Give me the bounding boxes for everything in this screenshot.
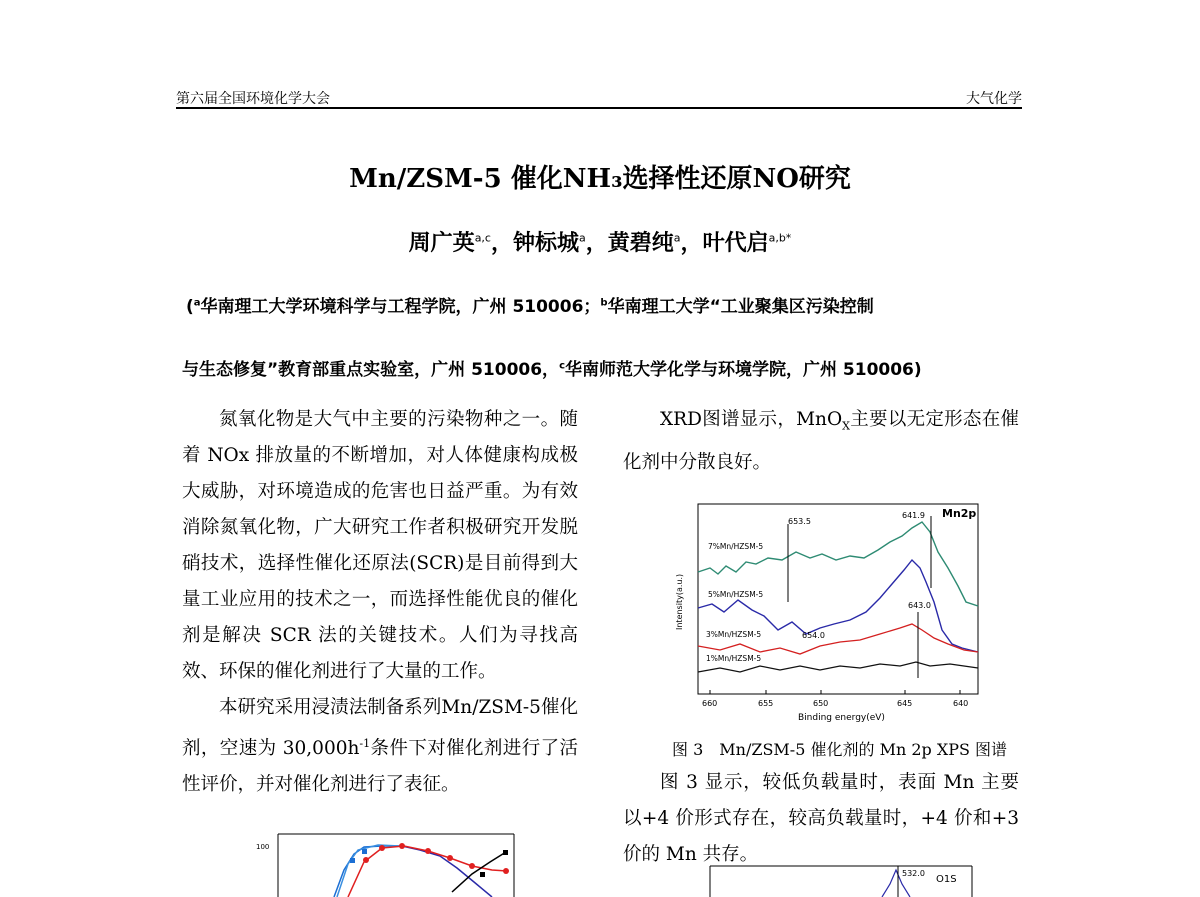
affiliation-line-1: ($^a$华南理工大学环境科学与工程学院，广州 510006；$^b$华南理工大学“工业聚集区污染控制 xyxy=(186,297,874,317)
header-rule xyxy=(176,107,1022,109)
xps-xtick: 640 xyxy=(953,699,969,708)
activity-marker xyxy=(469,863,475,869)
xps-ylabel: Intensity(a.u.) xyxy=(675,573,684,630)
activity-marker xyxy=(503,868,509,874)
xps-peak-label: 643.0 xyxy=(908,601,931,610)
right-column-bottom xyxy=(623,765,1019,873)
xps-series-label: 7%Mn/HZSM-5 xyxy=(708,542,764,551)
xps-series-label: 5%Mn/HZSM-5 xyxy=(708,590,764,599)
xps-corner-label: Mn2p xyxy=(942,507,977,520)
running-header-right: 大气化学 xyxy=(966,91,1022,107)
author-name: 黄碧纯 xyxy=(607,231,674,256)
intro-paragraph: 氮氧化物是大气中主要的污染物种之一。随着 NOx 排放量的不断增加，对人体健康构成极大威胁，对环境造成的危害也日益严重。为有效消除氮氧化物，广大研究工作者积极研究开发脱硝技术，选择性催化还原法(SCR)是目前得到大量工业应用的技术之一，而选择性能优良的催化剂是解决 SCR 法的关键技术。人们为寻找高效、环保的催化剂进行了大量的工作。 xyxy=(182,409,578,682)
activity-marker xyxy=(350,858,355,863)
xps-peak-label: 654.0 xyxy=(802,631,825,640)
left-column xyxy=(182,402,578,803)
author-sup: a,b* xyxy=(768,231,792,245)
xps-series-label: 3%Mn/HZSM-5 xyxy=(706,630,762,639)
author-name: 叶代启 xyxy=(702,231,769,256)
xps-xtick: 645 xyxy=(897,699,913,708)
activity-ytick: 100 xyxy=(256,843,270,851)
xps-series-3pct xyxy=(698,624,978,654)
xps-xtick: 650 xyxy=(813,699,829,708)
affiliation-line-2: 与生态修复”教育部重点实验室，广州 510006，$^c$华南师范大学化学与环境学院，广州 510006) xyxy=(182,360,922,380)
right-column-top xyxy=(623,402,1019,481)
xps-peak-label: 653.5 xyxy=(788,517,811,526)
activity-series-lightblue xyxy=(337,845,400,897)
activity-series-navy xyxy=(402,846,492,897)
xps-xtick: 655 xyxy=(758,699,774,708)
xps-mn2p-figure xyxy=(660,502,990,730)
xps-xlabel: Binding energy(eV) xyxy=(798,713,885,723)
author-list: 周广英$^{a,c}$，钟标城$^a$，黄碧纯$^a$，叶代启$^{a,b*}$ xyxy=(408,231,792,256)
method-paragraph: 本研究采用浸渍法制备系列Mn/ZSM-5催化剂，空速为 $30,000h^{-1}$条件下对催化剂进行了活性评价，并对催化剂进行了表征。 xyxy=(182,697,578,796)
author-name: 周广英 xyxy=(408,231,475,256)
activity-series-blue xyxy=(334,846,402,897)
activity-marker xyxy=(363,857,369,863)
o1s-corner-label: O1S xyxy=(936,874,957,885)
author-name: 钟标城 xyxy=(513,231,580,256)
xrd-paragraph: XRD图谱显示，MnO$_X$主要以无定形态在催化剂中分散良好。 xyxy=(623,409,1019,473)
activity-marker xyxy=(362,849,367,854)
o1s-peak-label: 532.0 xyxy=(902,869,925,878)
xps-series-label: 1%Mn/HZSM-5 xyxy=(706,654,762,663)
activity-marker xyxy=(379,845,385,851)
activity-marker xyxy=(447,855,453,861)
fig3-caption: 图 3 Mn/ZSM-5 催化剂的 Mn 2p XPS 图谱 xyxy=(672,740,1008,759)
activity-marker xyxy=(503,850,508,855)
author-sup: a xyxy=(579,231,586,245)
xps-paragraph: 图 3 显示，较低负载量时，表面 Mn 主要以+4 价形式存在，较高负载量时，+4 价和+3 价的 Mn 共存。 xyxy=(623,772,1019,865)
activity-marker xyxy=(425,848,431,854)
activity-marker xyxy=(480,872,485,877)
paper-title: Mn/ZSM-5 催化NH₃选择性还原NO研究 xyxy=(349,164,851,194)
activity-marker xyxy=(399,843,405,849)
running-header-left: 第六届全国环境化学大会 xyxy=(176,91,330,107)
author-sup: a,c xyxy=(474,231,491,245)
activity-figure xyxy=(252,832,522,897)
xps-o1s-figure xyxy=(706,862,976,897)
xps-series-1pct xyxy=(698,662,978,672)
xps-xtick: 660 xyxy=(702,699,718,708)
xps-peak-label: 641.9 xyxy=(902,511,925,520)
author-sup: a xyxy=(673,231,681,245)
